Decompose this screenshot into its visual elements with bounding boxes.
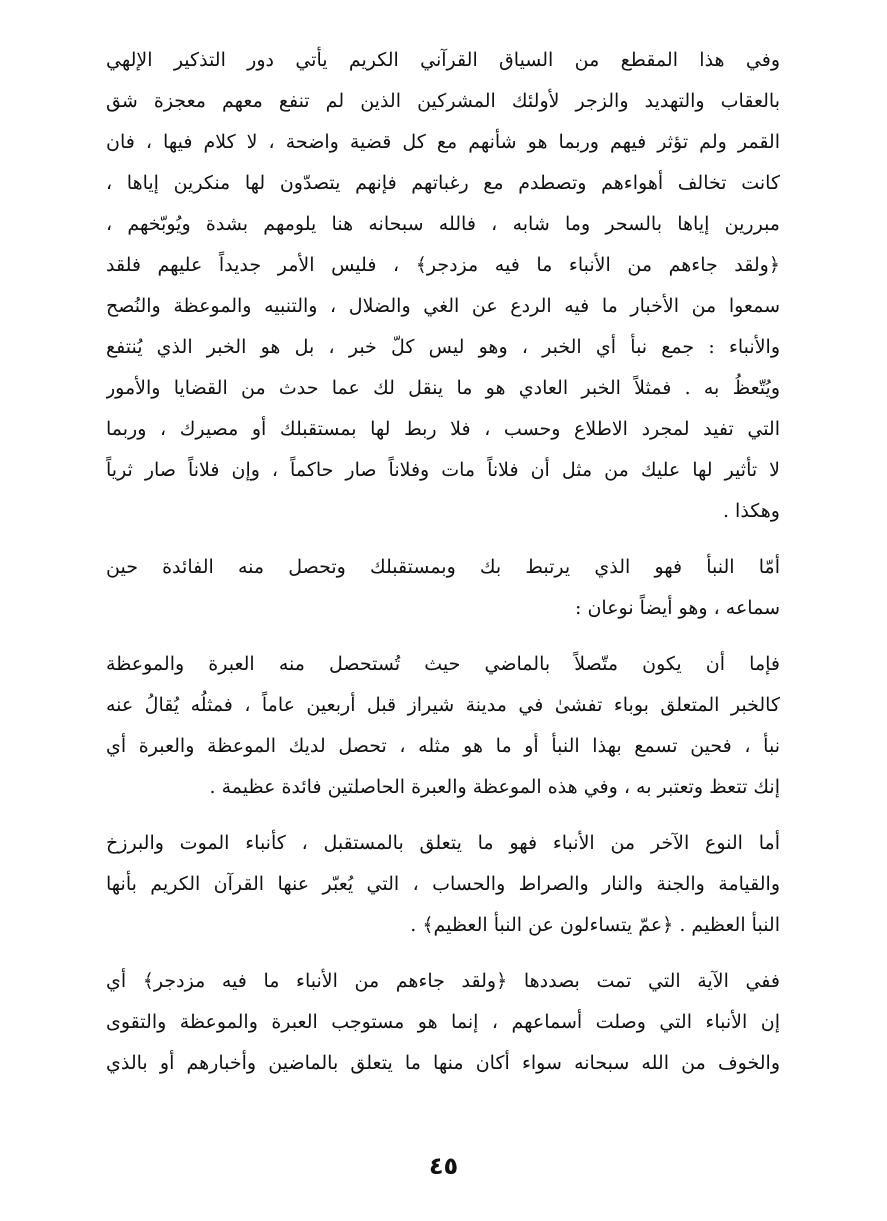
text-line: أمّا النبأ فهو الذي يرتبط بك وبمستقبلك وتحصل منه الفائدة حين [106,556,780,578]
paragraph-3 [106,644,780,808]
text-line: إنك تتعظ وتعتبر به ، وفي هذه الموعظة والعبرة الحاصلتين فائدة عظيمة . [209,776,780,798]
text-line: إن الأنباء التي وصلت أسماعهم ، إنما هو مستوجب العبرة والموعظة والتقوى [106,1011,780,1033]
text-line: وهكذا . [722,500,780,522]
paragraph-4 [106,823,780,946]
text-line: والقيامة والجنة والنار والصراط والحساب ، التي يُعبّر عنها القرآن الكريم بأنها [106,873,780,895]
text-line: والخوف من الله سبحانه سواء أكان منها ما يتعلق بالماضين وأخبارهم أو بالذي [106,1052,780,1074]
text-line: والأنباء : جمع نبأ أي الخبر ، وهو ليس كلّ خبر ، بل هو الخبر الذي يُنتفع [106,336,780,358]
text-line: نبأ ، فحين تسمع بهذا النبأ أو ما هو مثله ، تحصل لديك الموعظة والعبرة أي [106,735,780,757]
paragraph-1 [106,40,780,532]
text-line: كالخبر المتعلق بوباء تفشىٰ في مدينة شيراز قبل أربعين عاماً ، فمثلُه يُقالُ عنه [106,694,780,716]
text-line: القمر ولم تؤثر فيهم وربما هو شأنهم مع كل قضية واضحة ، لا كلام فيها ، فان [106,131,780,153]
body-text [106,40,780,1084]
text-line: سماعه ، وهو أيضاً نوعان : [575,597,780,619]
text-line: مبررين إياها بالسحر وما شابه ، فالله سبحانه هنا يلومهم بشدة ويُوبّخهم ، [106,213,780,235]
text-line: فإما أن يكون متّصلاً بالماضي حيث تُستحصل منه العبرة والموعظة [106,653,780,675]
paragraph-5 [106,961,780,1084]
text-line: لا تأثير لها عليك من مثل أن فلاناً مات وفلاناً صار حاكماً ، وإن فلاناً صار ثرياً [106,459,780,481]
text-line: النبأ العظيم . ﴿عمّ يتساءلون عن النبأ العظيم﴾ . [410,914,780,936]
text-line: سمعوا من الأخبار ما فيه الردع عن الغي والضلال ، والتنبيه والموعظة والنُصح [106,295,780,317]
paragraph-2 [106,547,780,629]
text-line: وفي هذا المقطع من السياق القرآني الكريم يأتي دور التذكير الإلهي [106,49,780,71]
text-line: كانت تخالف أهواءهم وتصطدم مع رغباتهم فإنهم يتصدّون لها منكرين إياها ، [106,172,780,194]
text-line: أما النوع الآخر من الأنباء فهو ما يتعلق بالمستقبل ، كأنباء الموت والبرزخ [106,832,780,854]
page-number: ٤٥ [428,1152,459,1180]
text-line: التي تفيد لمجرد الاطلاع وحسب ، فلا ربط لها بمستقبلك أو مصيرك ، وربما [106,418,780,440]
text-line: بالعقاب والتهديد والزجر لأولئك المشركين الذين لم تنفع معهم معجزة شق [106,90,780,112]
text-line: ويُتّعظُ به . فمثلاً الخبر العادي هو ما ينقل لك عما حدث من القضايا والأمور [106,377,780,399]
text-line: ففي الآية التي تمت بصددها ﴿ولقد جاءهم من الأنباء ما فيه مزدجر﴾ أي [106,970,780,992]
text-line: ﴿ولقد جاءهم من الأنباء ما فيه مزدجر﴾ ، فليس الأمر جديداً عليهم فلقد [106,254,780,276]
